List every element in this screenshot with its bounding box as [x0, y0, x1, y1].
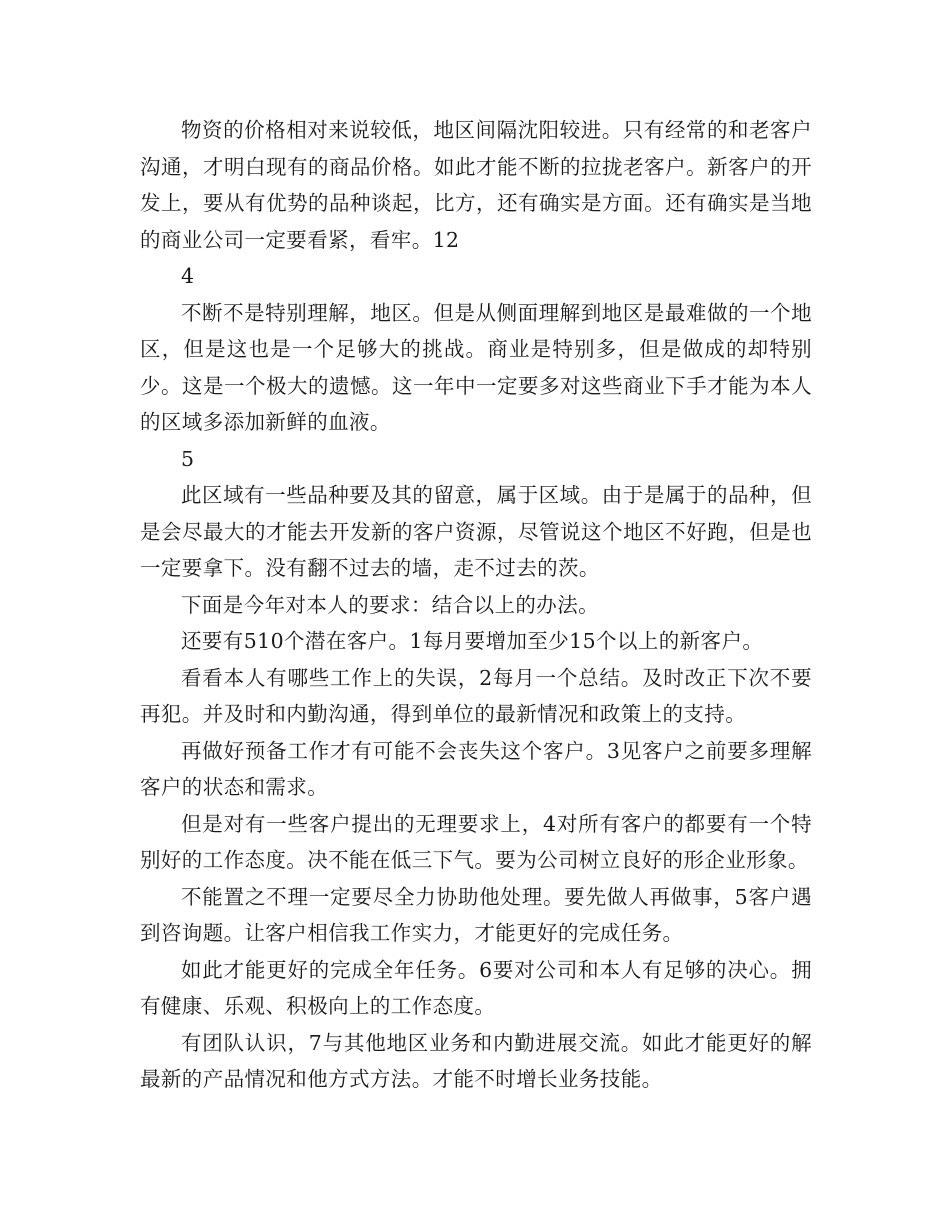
paragraph-7: 再做好预备工作才有可能不会丧失这个客户。3见客户之前要多理解客户的状态和需求。: [140, 738, 812, 799]
section-number-5: 5: [181, 446, 195, 471]
paragraph-5: 还要有510个潜在客户。1每月要增加至少15个以上的新客户。: [181, 629, 764, 653]
section-number-4: 4: [181, 264, 195, 288]
paragraph-9: 不能置之不理一定要尽全力协助他处理。要先做人再做事，5客户遇到咨询题。让客户相信我工作实力，才能更好的完成任务。: [140, 884, 812, 945]
paragraph-10: 如此才能更好的完成全年任务。6要对公司和本人有足够的决心。拥有健康、乐观、积极向上的工作态度。: [140, 957, 812, 1018]
paragraph-4: 下面是今年对本人的要求：结合以上的办法。: [181, 592, 599, 617]
paragraph-11: 有团队认识，7与其他地区业务和内勤进展交流。如此才能更好的解最新的产品情况和他方式方法。才能不时增长业务技能。: [140, 1030, 812, 1091]
paragraph-6: 看看本人有哪些工作上的失误，2每月一个总结。及时改正下次不要再犯。并及时和内勤沟通，得到单位的最新情况和政策上的支持。: [140, 665, 812, 726]
document-body: [140, 112, 812, 1098]
paragraph-1: 物资的价格相对来说较低，地区间隔沈阳较进。只有经常的和老客户沟通，才明白现有的商品价格。如此才能不断的拉拢老客户。新客户的开发上，要从有优势的品种谈起，比方，还有确实是方面。还有确实是当地的商业公司一定要看紧，看牢。12: [140, 118, 812, 252]
paragraph-2: 不断不是特别理解，地区。但是从侧面理解到地区是最难做的一个地区，但是这也是一个足够大的挑战。商业是特别多，但是做成的却特别少。这是一个极大的遗憾。这一年中一定要多对这些商业下手才能为本人的区域多添加新鲜的血液。: [140, 300, 812, 434]
paragraph-8: 但是对有一些客户提出的无理要求上，4对所有客户的都要有一个特别好的工作态度。决不能在低三下气。要为公司树立良好的形企业形象。: [140, 811, 812, 872]
paragraph-3: 此区域有一些品种要及其的留意，属于区域。由于是属于的品种，但是会尽最大的才能去开发新的客户资源，尽管说这个地区不好跑，但是也一定要拿下。没有翻不过去的墙，走不过去的茨。: [140, 483, 812, 580]
